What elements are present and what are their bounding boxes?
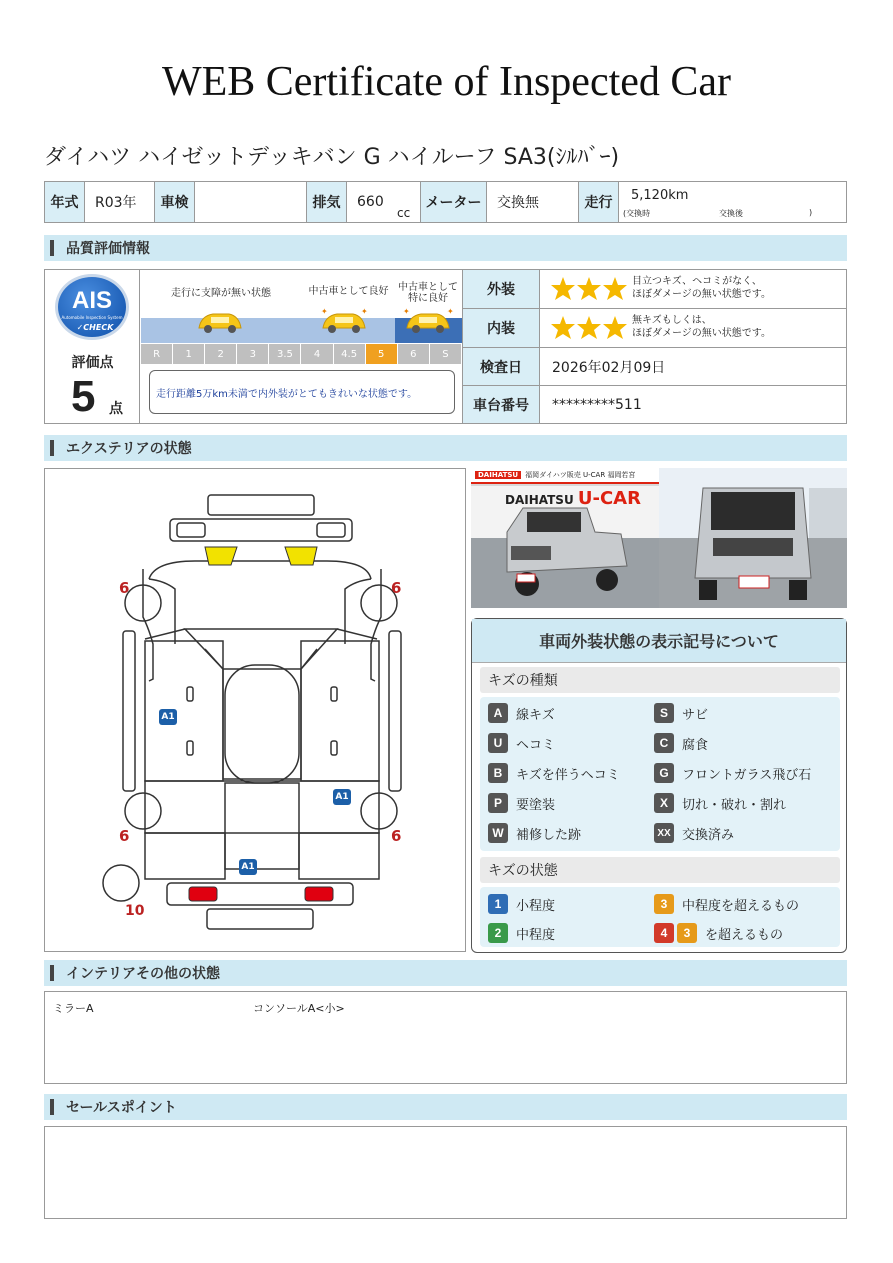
- ais-logo: [55, 274, 129, 340]
- interior-row: [462, 309, 847, 348]
- legend-state: 3 中程度を超えるもの: [654, 894, 799, 914]
- tire-front-right-depth: 6: [391, 579, 402, 597]
- meter-label: メーター: [421, 182, 487, 222]
- scale-step: R: [141, 344, 173, 364]
- quality-table: [462, 270, 847, 423]
- scale-step: S: [430, 344, 462, 364]
- exterior-diagram: [44, 468, 466, 952]
- mileage-label: 走行: [579, 182, 619, 222]
- silver-van-icon: [471, 468, 659, 608]
- legend-item: G フロントガラス飛び石: [654, 763, 811, 783]
- svg-text:✦: ✦: [321, 307, 328, 316]
- year-label: 年式: [45, 182, 85, 222]
- interior-desc: 無キズもしくは、 ほぼダメージの無い状態です。: [632, 315, 771, 339]
- scale-caption-3: 中古車として特に良好: [398, 282, 458, 304]
- vin-value: *********511: [552, 396, 642, 413]
- tire-rear-left-depth: 6: [119, 827, 130, 845]
- mileage-note-close: ): [809, 208, 813, 217]
- exterior-label: 外装: [462, 270, 540, 308]
- shaken-value: [195, 182, 307, 222]
- silver-van-front-icon: [659, 468, 847, 608]
- mileage-value: 5,120km: [631, 188, 689, 203]
- section-sales: セールスポイント: [44, 1094, 847, 1120]
- tire-rear-right-depth: 6: [391, 827, 402, 845]
- scale-step: 3.5: [269, 344, 301, 364]
- scale-step-selected: 5: [366, 344, 398, 364]
- exterior-row: [462, 270, 847, 309]
- sales-points-box: [44, 1126, 847, 1219]
- displacement-label: 排気: [307, 182, 347, 222]
- scale-caption-1: 走行に支障が無い状態: [171, 288, 271, 299]
- damage-mark: A1: [161, 712, 175, 722]
- interior-box: [44, 991, 847, 1084]
- ais-logo-sub: Automobile Inspection System: [61, 315, 123, 320]
- scale-step: 4.5: [334, 344, 366, 364]
- scale-step: 2: [205, 344, 237, 364]
- year-value: R03年: [85, 182, 155, 222]
- svg-text:✦: ✦: [403, 307, 410, 316]
- mileage-note-after: 交換後: [719, 209, 743, 218]
- legend-item: X 切れ・破れ・割れ: [654, 793, 786, 813]
- legend-state: 2 中程度: [488, 923, 555, 943]
- legend-item: P 要塗装: [488, 793, 555, 813]
- damage-kind-title: キズの種類: [480, 667, 840, 693]
- scale-step: 1: [173, 344, 205, 364]
- mileage-note-before: (交換時: [623, 209, 651, 218]
- dealer-sign: DAIHATSU U-CAR: [505, 488, 641, 509]
- displacement-value: 660: [357, 194, 384, 210]
- legend-item: XX 交換済み: [654, 823, 734, 843]
- legend-panel: [471, 618, 847, 953]
- shaken-label: 車検: [155, 182, 195, 222]
- scale-step: 3: [237, 344, 269, 364]
- car-yellow-icon: [195, 306, 245, 336]
- exterior-stars-icon: [550, 276, 628, 302]
- meter-value: 交換無: [487, 182, 579, 222]
- legend-item: U ヘコミ: [488, 733, 555, 753]
- vin-row: [462, 386, 847, 423]
- displacement-cell: [347, 182, 421, 222]
- date-label: 検査日: [462, 348, 540, 385]
- tire-front-left-depth: 6: [119, 579, 130, 597]
- legend-item: B キズを伴うヘコミ: [488, 763, 620, 783]
- ais-check-text: ✓CHECK: [76, 323, 114, 332]
- rating-unit: 点: [109, 401, 123, 417]
- svg-text:✦: ✦: [361, 307, 368, 316]
- vin-label: 車台番号: [462, 386, 540, 423]
- interior-stars-icon: [550, 315, 628, 341]
- car-yellow-icon: [403, 306, 453, 336]
- car-photo-front: [659, 468, 847, 608]
- quality-block: [44, 269, 847, 424]
- rating-label: 評価点: [71, 355, 114, 371]
- scale-steps: [141, 344, 462, 364]
- rating-comment: 走行距離5万km未満で内外装がとてもきれいな状態です。: [149, 370, 455, 414]
- dealer-banner: DAIHATSU 福岡ダイハツ販売 U-CAR 福岡若宮: [471, 468, 659, 484]
- displacement-unit: cc: [397, 206, 411, 220]
- legend-item: A 線キズ: [488, 703, 555, 723]
- scale-step: 6: [398, 344, 430, 364]
- svg-text:✦: ✦: [447, 307, 454, 316]
- date-value: 2026年02月09日: [552, 359, 666, 376]
- legend-state: 1 小程度: [488, 894, 555, 914]
- car-yellow-icon: [319, 306, 369, 336]
- spare-tire-depth: 10: [125, 903, 145, 919]
- legend-title: 車両外装状態の表示記号について: [472, 619, 846, 663]
- damage-mark: A1: [335, 792, 349, 802]
- rating-score: 5: [71, 372, 96, 421]
- legend-item: S サビ: [654, 703, 708, 723]
- interior-item: ミラーA: [53, 1002, 94, 1015]
- ais-logo-text: AIS: [71, 287, 112, 314]
- section-interior: インテリアその他の状態: [44, 960, 847, 986]
- section-exterior: エクステリアの状態: [44, 435, 847, 461]
- damage-state-title: キズの状態: [480, 857, 840, 883]
- section-quality: 品質評価情報: [44, 235, 847, 261]
- scale-step: 4: [301, 344, 333, 364]
- interior-item: コンソールA<小>: [253, 1002, 345, 1015]
- spec-table: [44, 181, 847, 223]
- legend-state: 4 3 を超えるもの: [654, 923, 783, 943]
- legend-item: C 腐食: [654, 733, 708, 753]
- mileage-cell: [619, 182, 846, 222]
- interior-label: 内装: [462, 309, 540, 347]
- car-photo-side: [471, 468, 659, 608]
- date-row: [462, 348, 847, 386]
- legend-item: W 補修した跡: [488, 823, 581, 843]
- scale-caption-2: 中古車として良好: [308, 286, 389, 297]
- car-name: ダイハツ ハイゼットデッキバン G ハイルーフ SA3(ｼﾙﾊﾞｰ): [44, 145, 620, 170]
- exterior-desc: 目立つキズ、ヘコミがなく、 ほぼダメージの無い状態です。: [632, 276, 771, 300]
- rating-scale: [141, 270, 462, 423]
- car-outline-diagram: [45, 469, 465, 951]
- ais-box: [45, 270, 140, 423]
- damage-mark: A1: [241, 862, 255, 872]
- page-title: WEB Certificate of Inspected Car: [161, 59, 732, 105]
